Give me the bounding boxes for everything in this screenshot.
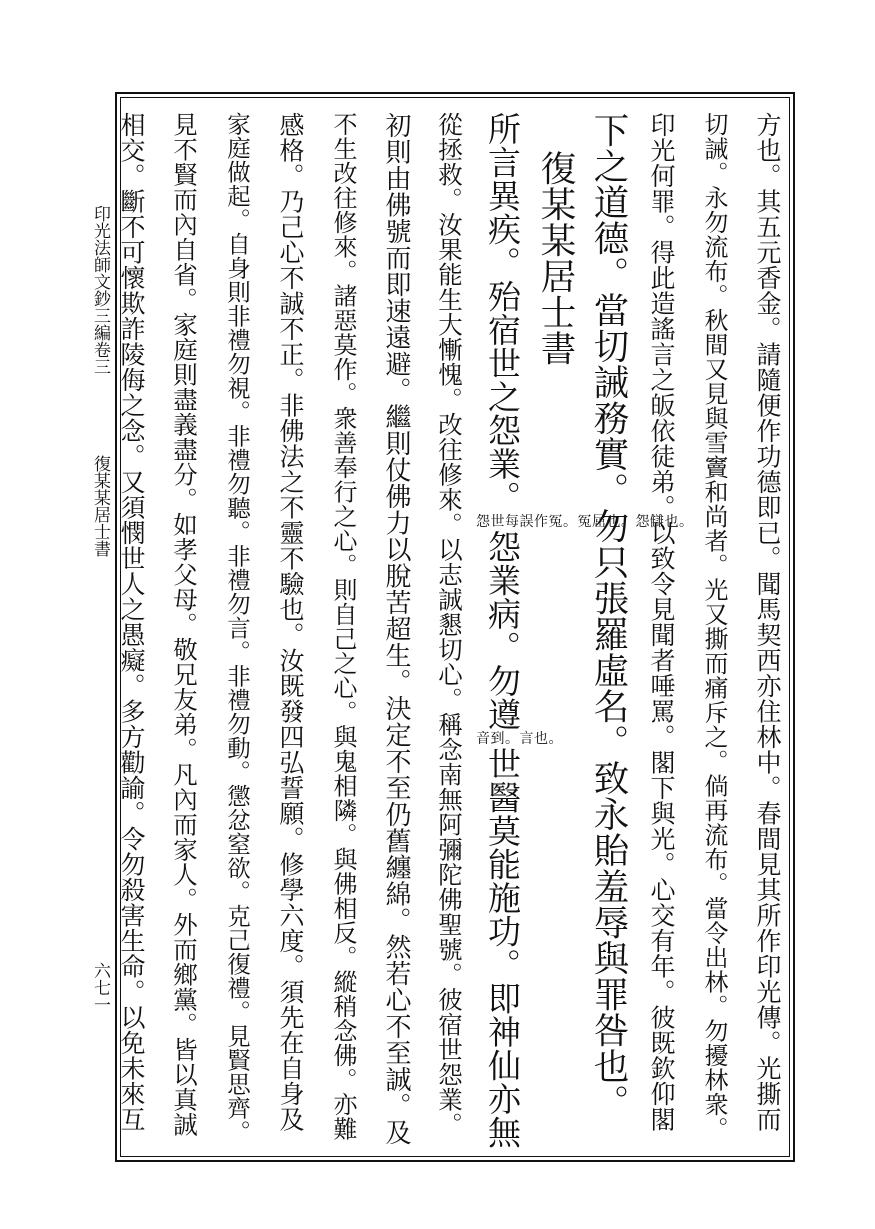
text-column-3: 印光何罪。得此造謠言之皈依徒弟。以致令見聞者唾罵。閣下與光。心交有年。彼既欽仰閣 [647, 112, 676, 1132]
text-column-1: 方也。其五元香金。請隨便作功德即已。聞馬契西亦住林中。春間見其所作印光傳。光撕而 [753, 112, 782, 1132]
text-column-6-mid: 怨業病。勿 [483, 530, 522, 698]
text-column-6-head: 所言異疾。殆宿世之怨業。 [483, 112, 522, 514]
text-column-12: 見不賢而內自省。家庭則盡義盡分。如孝父母。敬兄友弟。凡內而家人。外而鄉黨。皆以真誠 [170, 112, 199, 1137]
text-column-13: 相交。斷不可懷欺詐陵侮之念。又須憫世人之愚癡。多方勸諭。令勿殺害生命。以免未來互 [117, 112, 146, 1132]
text-column-7: 從拯救。汝果能生大慚愧。改往修來。以志誠懇切心。稱念南無阿彌陀佛聖號。彼宿世怨業。 [435, 112, 464, 1137]
letter-title: 復某某居士書 [535, 150, 576, 366]
text-column-4: 下之道德。當切誡務實。勿只張羅虛名。致永貽羞辱與罪咎也。 [588, 112, 629, 1120]
text-column-6-tail: 世醫莫能施功。即神仙亦無 [483, 747, 522, 1149]
text-column-2: 切誡。永勿流布。秋間又見與雪竇和尚者。光又撕而痛斥之。倘再流布。當令出林。勿擾林衆。 [700, 112, 728, 1141]
text-column-10: 感格。乃己心不誠不正。非佛法之不靈不驗也。汝既發四弘誓願。修學六度。須先在自身及 [276, 112, 305, 1132]
running-head-chapter-title: 復某某居士書 [90, 455, 110, 557]
running-head-book-title: 印光法師文鈔三編卷三 [90, 205, 110, 375]
text-column-6-word: 遵 [483, 697, 522, 731]
text-column-9: 不生改往修來。諸惡莫作。衆善奉行之心。則自己之心。與鬼相隣。與佛相反。縱稍念佛。亦難 [329, 112, 357, 1141]
text-column-8: 初則由佛號而即速遠避。繼則仗佛力以脫苦超生。決定不至仍舊纏綿。然若心不至誠。及 [381, 112, 411, 1146]
text-column-11: 家庭做起。自身則非禮勿視。非禮勿聽。非禮勿言。非禮勿動。懲忿窒欲。克己復禮。見賢思齊。 [223, 112, 251, 1144]
inline-annotation-1: 怨世每誤作冤。冤屈也。怨讎也。 [476, 514, 694, 530]
running-head-page-number: 六七一 [90, 962, 110, 1013]
inline-annotation-2: 音到。言也。 [476, 731, 563, 747]
